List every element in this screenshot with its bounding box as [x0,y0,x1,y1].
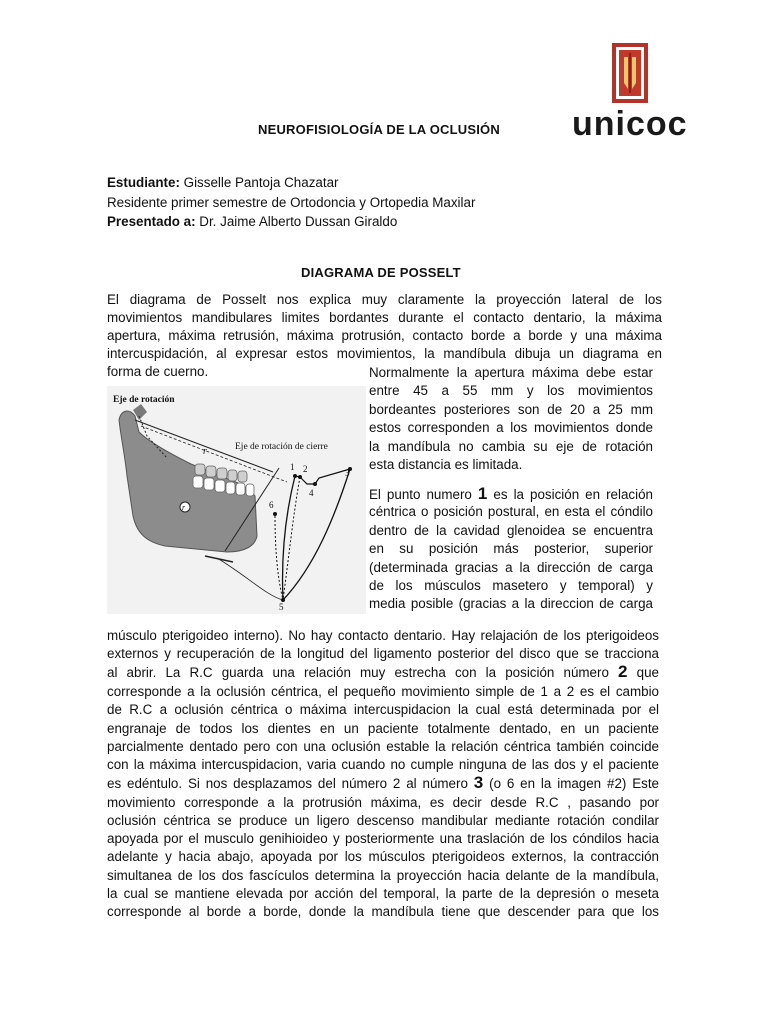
right-column-paragraph-1 [369,364,653,474]
right-col-line: de los músculos masetero y temporal) y [369,577,653,593]
intro-line: movimientos mandibulares limites bordantes durante el contacto dentario, la máxima [107,310,662,325]
intro-line: forma de cuerno. [107,364,209,379]
point2-post: que [627,665,659,681]
body-line-point2 [107,663,659,683]
student-label: Estudiante: [107,175,180,190]
point1-pre: El punto numero [369,487,478,502]
body-line: adelante y hacia abajo, apoyada por los músculos pterigoideos externos, la contracción [107,849,659,865]
right-col-line: dentro de la cavidad glenoidea se encuentra [369,522,653,538]
body-paragraph [107,627,659,921]
point-label-2: 2 [303,464,308,474]
point-label-3: 3 [345,468,350,478]
unicoc-logo-mark [612,43,648,103]
right-col-line: estos corresponden a los movimientos donde [369,420,653,436]
point-number-3: 3 [473,772,484,792]
right-col-line: (determinada gracias a la dirección de carga [369,559,653,575]
presented-label: Presentado a: [107,214,196,229]
presented-line [107,213,667,233]
body-line: apoyada por el musculo genihioideo y posteriormente una traslación de los cóndilos hacia [107,831,659,847]
label-r-lower: r [182,503,186,512]
right-col-line: Normalmente la apertura máxima debe estar [369,365,653,380]
posselt-diagram-figure [107,386,366,614]
document-title: NEUROFISIOLOGÍA DE LA OCLUSIÓN [258,122,500,137]
document-meta [107,174,667,233]
section-title: DIAGRAMA DE POSSELT [301,265,461,280]
right-col-line: esta distancia es limitada. [369,456,523,472]
right-col-line: en su posición más posterior, superior [369,541,653,557]
body-line-point3 [107,774,659,794]
right-col-line: la mandíbula no cambia su eje de rotación [369,438,653,454]
body-line: de R.C a oclusión céntrica o máxima intercuspidacion la cual está determinada por el [107,702,659,718]
point-label-1: 1 [290,462,295,472]
label-closing-axis: Eje de rotación de cierre [235,442,328,452]
program-line: Residente primer semestre de Ortodoncia y Ortopedia Maxilar [107,194,476,210]
body-line: con la máxima intercuspidacion, varia cuando no cumple ninguna de las dos y el paciente [107,756,659,772]
body-line: la cual se mantiene elevada por acción del temporal, la parte de la depresión o meseta [107,885,659,901]
presented-to: Dr. Jaime Alberto Dussan Giraldo [199,214,398,229]
right-col-line: entre 45 a 55 mm y los movimientos [369,383,653,399]
point-number-1: 1 [477,484,488,503]
point3-post: (o 6 en la imagen #2) Este [483,775,660,791]
body-line: corresponde al borde a borde, donde la mandíbula tiene que descender para que los [107,903,659,919]
student-line [107,174,667,194]
right-col-line-point1 [369,485,653,503]
intro-line: intercuspidación, al expresar estos movimientos, la mandíbula dibuja un diagrama en [107,346,662,361]
right-column-paragraph-2 [369,485,653,614]
body-line: externos y recuperación de la longitud del ligamento posterior del disco que se tracciona [107,646,659,662]
point-label-4: 4 [309,488,314,498]
unicoc-logo-text: unicoc [572,105,688,143]
body-line: simultanea de los dos fascículos determina la proyección hacia delante de la mandíbula, [107,867,659,883]
intro-line: apertura, máxima retrusión, máxima protrusión, contacto borde a borde y una máxima [107,328,662,343]
body-line: corresponde a la oclusión céntrica, el pequeño movimiento simple de 1 a 2 es el cambio [107,684,659,700]
body-line: parcialmente dentado pero con una oclusión estable la relación céntrica también coincide [107,738,659,754]
student-name: Gisselle Pantoja Chazatar [183,175,339,190]
point3-pre: es edéntulo. Si nos desplazamos del número 2 al número [107,775,474,791]
intro-line: El diagrama de Posselt nos explica muy claramente la proyección lateral de los [107,292,662,307]
body-line: engranaje de todos los dientes en un paciente totalmente dentado, en un paciente [107,720,659,736]
right-col-line: céntrica o posición postural, en esta el cóndilo [369,504,653,520]
point-number-2: 2 [618,662,628,682]
label-rotation-axis: Eje de rotación [113,395,175,405]
right-col-line: bordeantes posteriores son de 20 a 25 mm [369,401,653,417]
point-label-5: 5 [279,602,284,612]
right-col-line: media posible (gracias a la direccion de carga [369,596,653,612]
body-line: movimiento corresponde a la protrusión máxima, es decir desde R.C , pasando por [107,794,659,810]
body-line: oclusión céntrica se produce un ligero descenso mandibular mediante rotación condilar [107,813,659,829]
label-r-upper: r [203,446,207,457]
point1-post: es la posición en relación [487,487,653,502]
point2-pre: al abrir. La R.C guarda una relación muy estrecha con la posición número [107,665,619,681]
body-line: músculo pterigoideo interno). No hay contacto dentario. Hay relajación de los pterigoideos [107,628,659,643]
point-label-6: 6 [269,500,274,510]
